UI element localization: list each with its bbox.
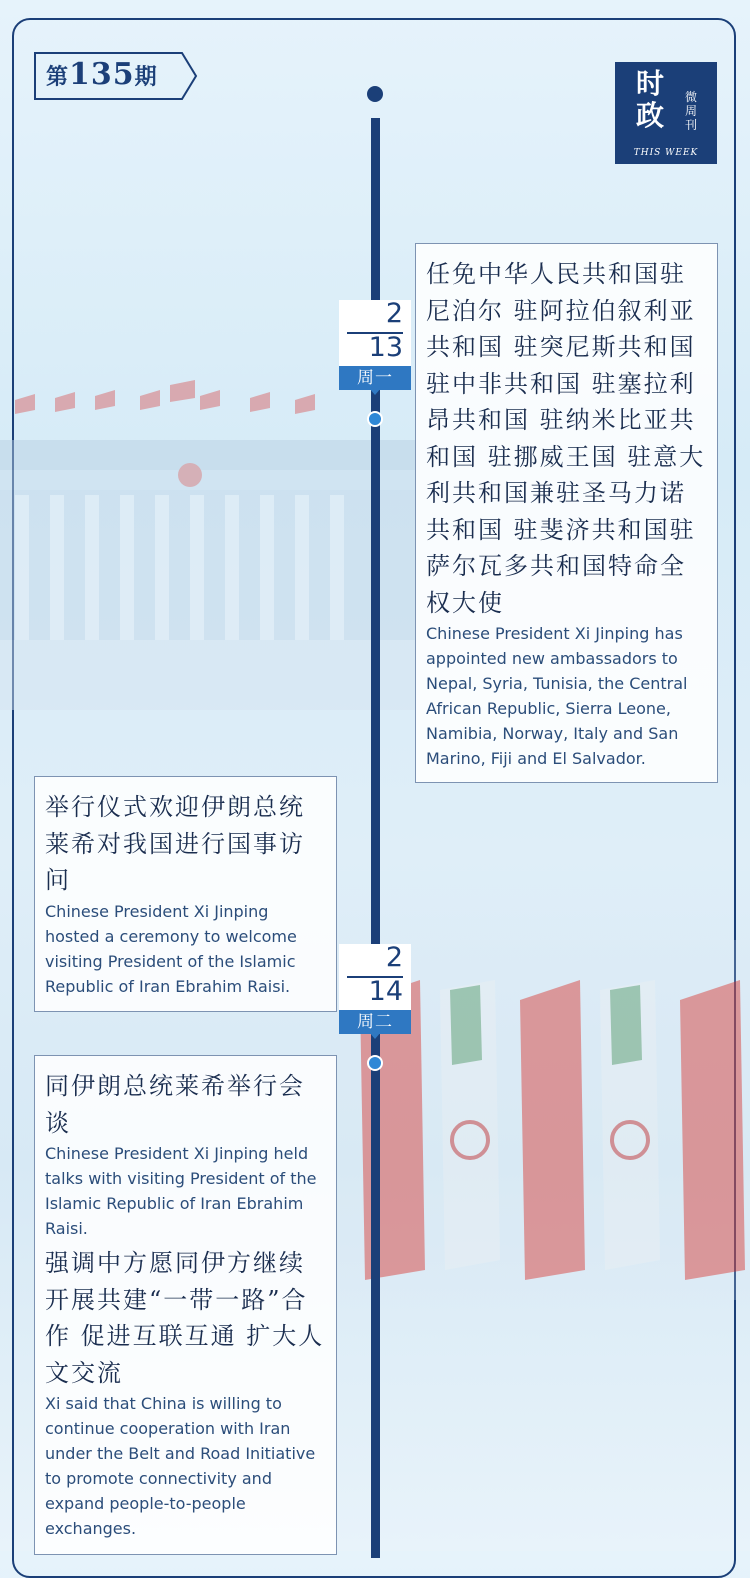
- logo-english-text: THIS WEEK: [633, 148, 699, 158]
- date-pointer: [369, 1032, 381, 1039]
- date-day: 14: [368, 976, 403, 1007]
- date-day: 13: [368, 332, 403, 363]
- logo-main-text: 时政: [635, 67, 664, 132]
- date-weekday: 周一: [339, 366, 411, 390]
- event-title-zh: 举行仪式欢迎伊朗总统莱希对我国进行国事访问: [45, 793, 305, 894]
- issue-number-tag: [34, 52, 194, 98]
- great-hall-background-image: [0, 380, 420, 710]
- timeline-start-dot: [367, 86, 383, 102]
- date-badge: [339, 300, 411, 392]
- event-summary-en: Chinese President Xi Jinping hosted a ceremony to welcome visiting President of the Islamic Republic of Iran Ebrahim Raisi.: [45, 901, 297, 996]
- event-summary-en: Chinese President Xi Jinping held talks with visiting President of the Islamic Republic of Iran Ebrahim Raisi.: [45, 1144, 317, 1238]
- issue-suffix: 期: [134, 64, 158, 90]
- event-card-ambassadors: [415, 243, 718, 783]
- issue-number: 135: [69, 57, 135, 92]
- event-card-welcome-ceremony: [34, 776, 337, 1012]
- timeline-node: [367, 1055, 383, 1071]
- this-week-logo: [615, 62, 717, 164]
- date-weekday: 周二: [339, 1010, 411, 1034]
- timeline-node: [367, 411, 383, 427]
- issue-prefix: 第: [46, 64, 70, 90]
- event-title-zh: 同伊朗总统莱希举行会谈: [45, 1072, 305, 1137]
- event-card-talks: [34, 1055, 337, 1555]
- date-month: 2: [385, 298, 403, 329]
- date-month: 2: [385, 942, 403, 973]
- event-subtitle-zh: 强调中方愿同伊方继续开展共建“一带一路”合作 促进互联互通 扩大人文交流: [45, 1249, 325, 1387]
- event-summary-en: Chinese President Xi Jinping has appointed new ambassadors to Nepal, Syria, Tunisia, the Central African Republic, Sierra Leone, Namibia, Norway, Italy and San Marino, Fiji and El Salvador.: [426, 624, 688, 768]
- event-detail-en: Xi said that China is willing to continue cooperation with Iran under the Belt and Road Initiative to promote connectivity and expand people-to-people exchanges.: [45, 1394, 316, 1538]
- logo-side-text: 微周刊: [684, 90, 697, 132]
- event-title-zh: 任免中华人民共和国驻尼泊尔 驻阿拉伯叙利亚共和国 驻突尼斯共和国驻中非共和国 驻塞拉利昂共和国 驻纳米比亚共和国 驻挪威王国 驻意大利共和国兼驻圣马力诺共和国 驻斐济共和国驻萨尔瓦多共和国特命全权大使: [426, 260, 706, 617]
- date-badge: [339, 944, 411, 1036]
- date-pointer: [369, 388, 381, 395]
